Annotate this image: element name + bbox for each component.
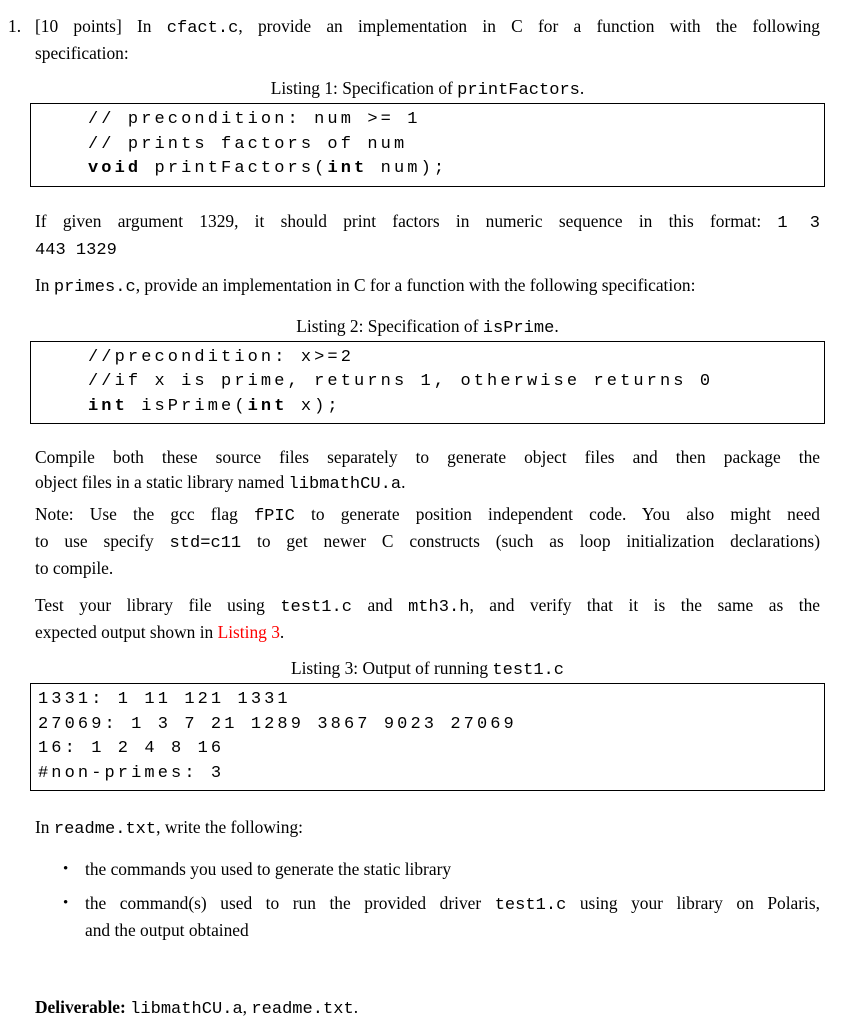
text-segment-tt: test1.c [492,661,565,680]
text-line [85,891,820,918]
text-segment-tt: mth3.h [408,598,470,617]
text-segment-tt: x); [287,396,341,416]
para-readme [35,815,820,842]
item-number: 1. [8,16,22,36]
text-segment-rm: , [242,997,252,1017]
listing3-reference-link[interactable]: Listing 3 [217,622,280,642]
text-segment-rm: , write the following: [156,817,303,837]
text-segment-rm: Note: Use the gcc flag [35,504,254,524]
text-segment-tt: test1.c [280,598,352,617]
text-segment-rm: In [35,274,54,295]
bullet-icon: • [63,861,69,877]
text-segment-tt: 1 3 [777,213,820,233]
text-segment-tt: isPrime( [127,396,248,416]
text-segment-tt: readme.txt [251,1000,354,1019]
text-segment-tt: 27069: 1 3 7 21 1289 3867 9023 27069 [38,714,517,734]
text-line [35,41,820,66]
text-line [35,995,820,1022]
text-line [38,713,820,738]
text-segment-rm: , and verify that it is the same as the [469,595,820,615]
problem-intro [35,14,820,66]
para-test [35,593,820,645]
text-line [38,762,820,787]
listing3-codebox [30,683,825,791]
text-segment-rm: . [579,78,585,98]
text-line [35,529,820,556]
text-line [35,502,820,529]
text-line [88,157,820,182]
text-line [88,395,820,420]
text-segment-rm: to compile. [35,558,114,578]
bullet-list [35,857,820,943]
text-segment-tt: fPIC [253,507,295,526]
text-segment-tt: std=c11 [169,534,242,553]
listing2-codebox [30,341,825,425]
text-line [38,737,820,762]
text-segment-rm: using your library on Polaris, [566,893,820,913]
text-segment-rm: Listing 3: Output of running [290,658,493,678]
bullet-item [35,857,820,882]
text-line [35,14,820,41]
text-segment-tt: printFactors( [141,159,328,178]
text-segment-rm: [10 points] In [35,16,167,36]
text-segment-tt: //if x is prime, returns 1, otherwise returns 0 [88,372,714,391]
text-segment-tt: 443 1329 [35,240,117,260]
text-segment-tt: // prints factors of num [88,134,408,154]
para-primes [35,273,820,300]
text-line [35,470,820,497]
text-line [35,273,820,300]
para-note [35,502,820,581]
text-line [35,815,820,842]
text-segment-tt: primes.c [53,277,136,297]
text-line [35,620,820,645]
text-segment-tt: // precondition: num >= 1 [88,110,421,129]
text-segment-rm: specification: [35,43,129,63]
listing1-caption [35,76,820,103]
text-line [88,133,820,158]
text-segment-tt: printFactors [457,81,580,100]
text-segment-tt: //precondition: x>=2 [88,347,355,367]
text-segment-rm: In [35,817,54,837]
text-segment-bf: Deliverable: [35,997,131,1017]
text-segment-rm: Listing 2: Specification of [296,315,483,336]
text-segment-ttb: int [327,159,368,178]
text-line [35,593,820,620]
text-line [35,209,820,236]
text-segment-rm: If given argument 1329, it should print factors in numeric sequence in this format: [35,210,778,231]
text-segment-ttb: int [88,396,128,416]
text-segment-rm: to use specify [35,531,170,551]
text-segment-tt: isPrime [482,318,555,338]
text-segment-ttb: void [88,159,142,178]
deliverable-line [35,995,820,1022]
text-line [35,236,820,263]
text-segment-rm: , provide an implementation in C for a function with the following specification: [135,274,696,295]
text-segment-tt: readme.txt [53,820,157,839]
text-segment-rm: Compile both these source files separately to generate object files and then package the [35,447,820,467]
para-compile [35,445,820,497]
listing1-codebox [30,103,825,187]
text-segment-rm: Test your library file using [35,595,281,615]
text-segment-rm: and the output obtained [85,920,249,940]
text-line [38,688,820,713]
bullet-item-text [85,891,820,943]
text-segment-rm: . [401,472,406,492]
text-line [85,918,820,943]
text-segment-rm: to get newer C constructs (such as loop initialization declarations) [241,531,820,551]
text-line [35,556,820,581]
text-segment-rm: , provide an implementation in C for a function with the following [238,16,820,36]
text-segment-rm: . [554,315,559,336]
text-segment-tt: cfact.c [166,19,239,38]
text-line [88,346,820,371]
text-segment-rm: to generate position independent code. You also might need [294,504,820,524]
text-segment-rm: the command(s) used to run the provided driver [85,893,495,913]
text-line [88,370,820,395]
text-segment-tt: #non-primes: 3 [38,763,225,783]
text-segment-rm: . [279,622,285,642]
bullet-item-text [85,857,820,882]
text-segment-rm: . [353,997,359,1017]
listing2-caption [35,314,820,341]
text-segment-rm: the commands you used to generate the static library [85,859,452,879]
text-segment-rm: Listing 1: Specification of [270,78,458,98]
text-segment-tt: libmathCU.a [288,475,402,494]
text-segment-tt: libmathCU.a [130,1000,243,1019]
bullet-icon: • [63,895,69,911]
listing3-caption [35,656,820,683]
para-format-example [35,209,820,263]
text-segment-tt: test1.c [494,896,567,915]
text-segment-rm: expected output shown in [35,622,218,642]
text-segment-tt: 16: 1 2 4 8 16 [38,739,225,758]
text-line [35,445,820,470]
bullet-item [35,891,820,943]
text-segment-rm: and [351,595,409,615]
text-line [88,108,820,133]
text-segment-tt: 1331: 1 11 121 1331 [38,690,291,709]
text-line [85,857,820,882]
text-segment-rm: object files in a static library named [35,472,289,492]
text-segment-tt: num); [367,159,448,178]
text-segment-ttb: int [247,396,288,416]
